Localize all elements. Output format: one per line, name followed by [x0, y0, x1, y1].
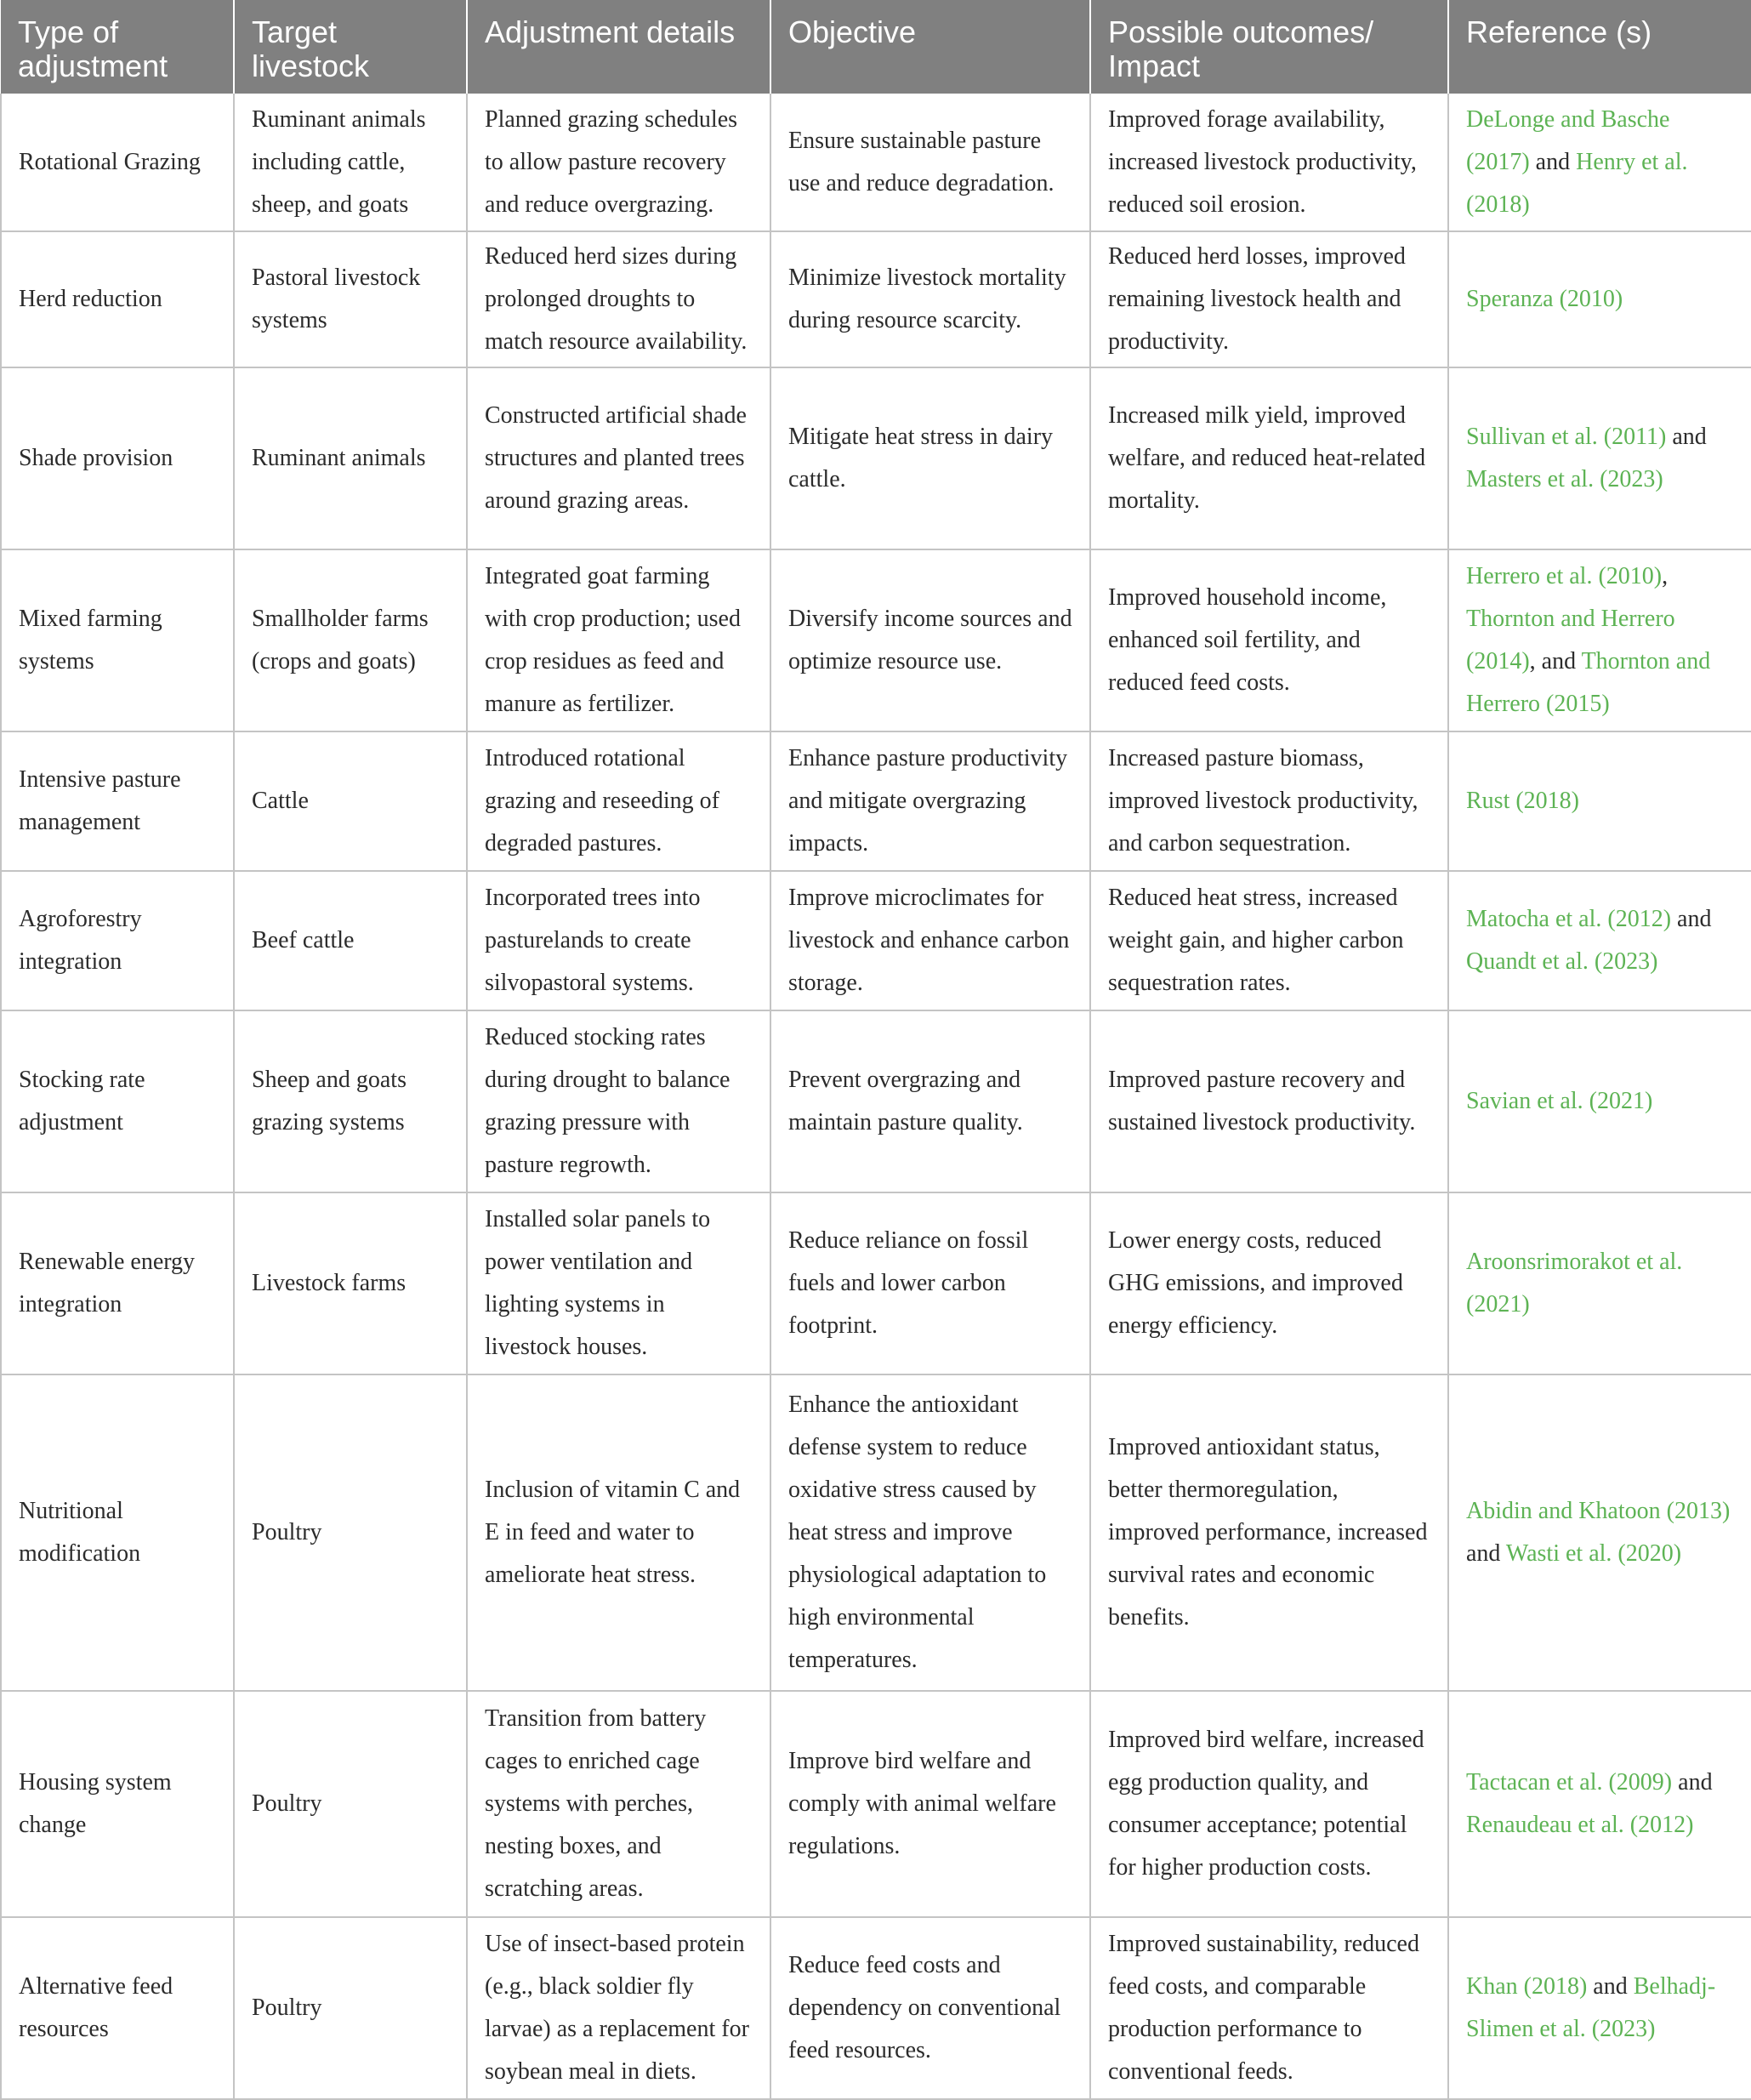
reference-separator: and	[1671, 906, 1712, 932]
cell-details: Integrated goat farming with crop production; used crop residues as feed and manure as fertilizer.	[467, 549, 770, 731]
cell-outcome: Improved bird welfare, increased egg production quality, and consumer acceptance; potential for higher production costs.	[1090, 1691, 1448, 1917]
cell-outcome: Lower energy costs, reduced GHG emissions, and improved energy efficiency.	[1090, 1192, 1448, 1374]
table-row	[1, 1010, 1751, 1192]
cell-type: Stocking rate adjustment	[1, 1010, 234, 1192]
cell-outcome: Improved household income, enhanced soil fertility, and reduced feed costs.	[1090, 549, 1448, 731]
reference-link[interactable]: Masters et al. (2023)	[1466, 466, 1663, 492]
cell-objective: Improve microclimates for livestock and enhance carbon storage.	[770, 871, 1090, 1010]
cell-details: Introduced rotational grazing and reseeding of degraded pastures.	[467, 731, 770, 871]
cell-objective: Minimize livestock mortality during resource scarcity.	[770, 231, 1090, 367]
cell-details: Incorporated trees into pasturelands to create silvopastoral systems.	[467, 871, 770, 1010]
reference-link[interactable]: Rust (2018)	[1466, 788, 1579, 814]
cell-target: Sheep and goats grazing systems	[234, 1010, 467, 1192]
reference-link[interactable]: Renaudeau et al. (2012)	[1466, 1812, 1694, 1838]
cell-type: Nutritional modification	[1, 1374, 234, 1691]
cell-target: Livestock farms	[234, 1192, 467, 1374]
cell-target: Smallholder farms (crops and goats)	[234, 549, 467, 731]
table-row	[1, 1192, 1751, 1374]
cell-details: Inclusion of vitamin C and E in feed and water to ameliorate heat stress.	[467, 1374, 770, 1691]
cell-type: Housing system change	[1, 1691, 234, 1917]
header-target: Target livestock	[234, 0, 467, 94]
table-row	[1, 871, 1751, 1010]
reference-link[interactable]: Belhadj-Slimen et al. (2023)	[1466, 1973, 1716, 2042]
cell-objective: Diversify income sources and optimize resource use.	[770, 549, 1090, 731]
cell-references	[1448, 1010, 1751, 1192]
cell-objective: Reduce feed costs and dependency on conventional feed resources.	[770, 1917, 1090, 2099]
header-outcome: Possible outcomes/ Impact	[1090, 0, 1448, 94]
cell-references	[1448, 94, 1751, 231]
cell-outcome: Reduced herd losses, improved remaining livestock health and productivity.	[1090, 231, 1448, 367]
reference-link[interactable]: Tactacan et al. (2009)	[1466, 1769, 1673, 1796]
reference-link[interactable]: Abidin and Khatoon (2013)	[1466, 1498, 1731, 1524]
reference-link[interactable]: Quandt et al. (2023)	[1466, 948, 1658, 975]
cell-outcome: Reduced heat stress, increased weight gain, and higher carbon sequestration rates.	[1090, 871, 1448, 1010]
cell-target: Beef cattle	[234, 871, 467, 1010]
cell-target: Pastoral livestock systems	[234, 231, 467, 367]
cell-references	[1448, 1917, 1751, 2099]
table-row	[1, 1374, 1751, 1691]
cell-details: Use of insect-based protein (e.g., black soldier fly larvae) as a replacement for soybean meal in diets.	[467, 1917, 770, 2099]
cell-details: Constructed artificial shade structures and planted trees around grazing areas.	[467, 367, 770, 549]
cell-target: Poultry	[234, 1917, 467, 2099]
reference-link[interactable]: Speranza (2010)	[1466, 286, 1623, 312]
reference-link[interactable]: Aroonsrimorakot et al. (2021)	[1466, 1249, 1683, 1317]
cell-objective: Improve bird welfare and comply with animal welfare regulations.	[770, 1691, 1090, 1917]
header-details: Adjustment details	[467, 0, 770, 94]
reference-separator: and	[1529, 148, 1577, 175]
header-objective: Objective	[770, 0, 1090, 94]
cell-type: Herd reduction	[1, 231, 234, 367]
cell-type: Rotational Grazing	[1, 94, 234, 231]
cell-references	[1448, 367, 1751, 549]
cell-type: Intensive pasture management	[1, 731, 234, 871]
cell-objective: Reduce reliance on fossil fuels and lower carbon footprint.	[770, 1192, 1090, 1374]
cell-target: Cattle	[234, 731, 467, 871]
reference-link[interactable]: DeLonge and Basche (2017)	[1466, 105, 1670, 175]
cell-type: Mixed farming systems	[1, 549, 234, 731]
table-row	[1, 1691, 1751, 1917]
table-row	[1, 231, 1751, 367]
cell-objective: Enhance pasture productivity and mitigate overgrazing impacts.	[770, 731, 1090, 871]
cell-outcome: Improved pasture recovery and sustained livestock productivity.	[1090, 1010, 1448, 1192]
cell-references	[1448, 549, 1751, 731]
reference-link[interactable]: Matocha et al. (2012)	[1466, 906, 1672, 932]
cell-objective: Mitigate heat stress in dairy cattle.	[770, 367, 1090, 549]
cell-target: Ruminant animals including cattle, sheep, and goats	[234, 94, 467, 231]
header-row	[1, 0, 1751, 94]
cell-details: Planned grazing schedules to allow pasture recovery and reduce overgrazing.	[467, 94, 770, 231]
cell-details: Transition from battery cages to enriched cage systems with perches, nesting boxes, and scratching areas.	[467, 1691, 770, 1917]
reference-separator: ,	[1662, 563, 1669, 589]
cell-outcome: Increased milk yield, improved welfare, and reduced heat-related mortality.	[1090, 367, 1448, 549]
cell-details: Reduced stocking rates during drought to balance grazing pressure with pasture regrowth.	[467, 1010, 770, 1192]
reference-link[interactable]: Savian et al. (2021)	[1466, 1088, 1653, 1114]
header-type: Type of adjustment	[1, 0, 234, 94]
cell-details: Installed solar panels to power ventilation and lighting systems in livestock houses.	[467, 1192, 770, 1374]
cell-outcome: Improved antioxidant status, better thermoregulation, improved performance, increased survival rates and economic benefits.	[1090, 1374, 1448, 1691]
table-row	[1, 367, 1751, 549]
table-body	[1, 94, 1751, 2099]
cell-type: Alternative feed resources	[1, 1917, 234, 2099]
table-row	[1, 549, 1751, 731]
cell-outcome: Improved forage availability, increased livestock productivity, reduced soil erosion.	[1090, 94, 1448, 231]
reference-separator: , and	[1529, 648, 1582, 674]
cell-target: Ruminant animals	[234, 367, 467, 549]
cell-references	[1448, 231, 1751, 367]
reference-separator: and	[1587, 1973, 1634, 2000]
header-references: Reference (s)	[1448, 0, 1751, 94]
reference-link[interactable]: Herrero et al. (2010)	[1466, 563, 1663, 589]
reference-separator: and	[1666, 424, 1707, 450]
cell-details: Reduced herd sizes during prolonged droughts to match resource availability.	[467, 231, 770, 367]
cell-objective: Enhance the antioxidant defense system to reduce oxidative stress caused by heat stress and improve physiological adaptation to high environmental temperatures.	[770, 1374, 1090, 1691]
cell-references	[1448, 731, 1751, 871]
reference-separator: and	[1466, 1540, 1506, 1567]
reference-link[interactable]: Khan (2018)	[1466, 1973, 1588, 2000]
cell-type: Renewable energy integration	[1, 1192, 234, 1374]
reference-link[interactable]: Sullivan et al. (2011)	[1466, 424, 1667, 450]
cell-objective: Ensure sustainable pasture use and reduce degradation.	[770, 94, 1090, 231]
reference-link[interactable]: Thornton and Herrero (2015)	[1466, 648, 1711, 717]
cell-references	[1448, 1374, 1751, 1691]
reference-link[interactable]: Henry et al. (2018)	[1466, 148, 1688, 218]
reference-separator: and	[1672, 1769, 1713, 1796]
cell-references	[1448, 1192, 1751, 1374]
cell-outcome: Improved sustainability, reduced feed costs, and comparable production performance to conventional feeds.	[1090, 1917, 1448, 2099]
cell-target: Poultry	[234, 1374, 467, 1691]
cell-references	[1448, 1691, 1751, 1917]
cell-target: Poultry	[234, 1691, 467, 1917]
reference-link[interactable]: Thornton and Herrero (2014)	[1466, 606, 1675, 674]
cell-type: Agroforestry integration	[1, 871, 234, 1010]
cell-references	[1448, 871, 1751, 1010]
table-row	[1, 731, 1751, 871]
table-row	[1, 94, 1751, 231]
cell-outcome: Increased pasture biomass, improved livestock productivity, and carbon sequestration.	[1090, 731, 1448, 871]
table-row	[1, 1917, 1751, 2099]
reference-link[interactable]: Wasti et al. (2020)	[1505, 1540, 1682, 1567]
cell-type: Shade provision	[1, 367, 234, 549]
cell-objective: Prevent overgrazing and maintain pasture quality.	[770, 1010, 1090, 1192]
